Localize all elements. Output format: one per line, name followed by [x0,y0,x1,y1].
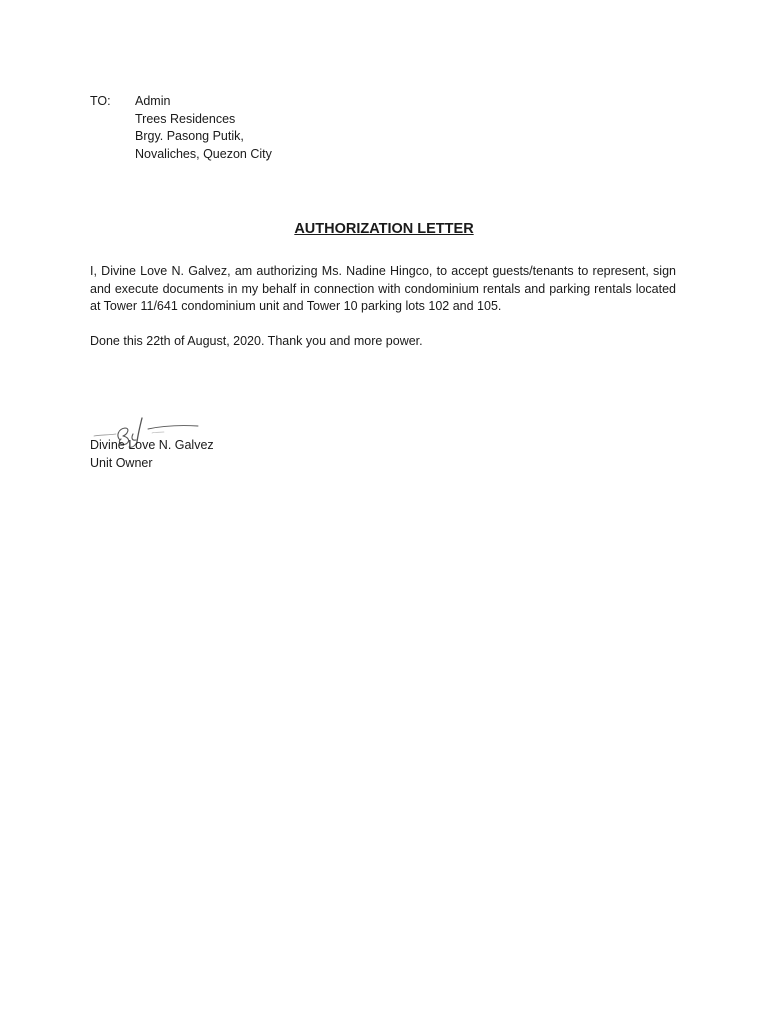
recipient-line: Brgy. Pasong Putik, [135,129,244,143]
recipient-line: Trees Residences [135,111,236,126]
to-label: TO: [90,94,111,108]
signer-name: Divine Love N. Galvez [90,438,214,452]
recipient-line: Admin [135,94,171,108]
letter-body: I, Divine Love N. Galvez, am authorizing Ms. Nadine Hingco, to accept guests/tenants to represent, sign and execute documents in my behalf in connection with condominium rentals and parking rentals located at Tower 11/641 condominium unit and Tower 10 parking lots 102 and 105. [90,264,676,313]
recipient-line: Novaliches, Quezon City [135,146,272,161]
letter-closing: Done this 22th of August, 2020. Thank you and more power. [90,334,423,348]
recipient-address [135,93,272,163]
letter-title: AUTHORIZATION LETTER [294,221,474,237]
signature-block [90,437,214,472]
signer-title: Unit Owner [90,455,153,470]
